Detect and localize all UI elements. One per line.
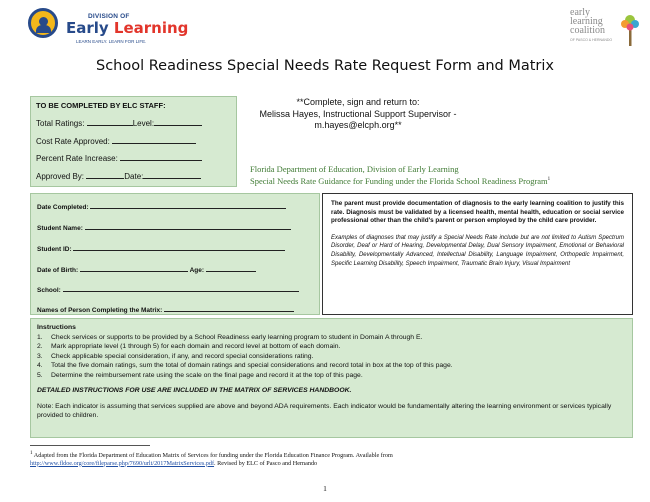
instruction-item: 1. Check services or supports to be provided by a School Readiness early learning program to student in Domain A through E. — [37, 333, 423, 341]
age-field[interactable] — [206, 263, 256, 272]
student-id-label: Student ID: — [37, 246, 72, 253]
diagnosis-examples: Examples of diagnoses that may justify a Special Needs Rate include but are not limited to Autism Spectrum Disorder, Deaf or Hard of Hearing, Developmental Delay, Dual Sensory Impairment, Emotional or Behavioral Disability, Developmentally Advanced, Intellectual Disability, Language Impairment, Orthopedic Impairment, Specific Learning Disability, Speech Impairment, Traumatic Brain Injury, Visual Impairment — [331, 234, 624, 267]
school-field[interactable] — [63, 283, 299, 292]
instruction-item: 3. Check applicable special consideration, if any, and record special considerations rating. — [37, 352, 314, 360]
instructions-list — [37, 333, 626, 381]
percent-rate-label: Percent Rate Increase: — [36, 154, 118, 163]
instructions-box — [30, 318, 633, 438]
student-name-label: Student Name: — [37, 225, 83, 232]
logo-tagline: LEARN EARLY. LEARN FOR LIFE. — [76, 39, 147, 44]
child-emblem-icon — [28, 8, 58, 38]
student-id-field[interactable] — [73, 242, 285, 251]
footnote-divider — [30, 445, 150, 446]
instruction-item: 2. Mark appropriate level (1 through 5) for each domain and record level at bottom of each domain. — [37, 343, 341, 350]
footnote: $^1$ Adapted from the Florida Department of Education Matrix of Services for funding under the Florida Education Finance Program. Available from http://www.fldoe.org/core/fileparse.php/7690/urlt/2017MatrixServices.pdf. Revised by ELC of Pasco and Hernando — [30, 450, 393, 467]
date-completed-label: Date Completed: — [37, 204, 89, 211]
division-early-learning-logo — [28, 6, 189, 48]
matrix-services-link[interactable]: http://www.fldoe.org/core/fileparse.php/7690/urlt/2017MatrixServices.pdf — [30, 459, 215, 467]
elc-logo-sub: OF PASCO & HERNANDO — [570, 38, 613, 42]
total-ratings-field[interactable] — [87, 117, 133, 126]
page-number: 1 — [323, 484, 327, 493]
total-ratings-label: Total Ratings: — [36, 119, 85, 128]
florida-guidance: Florida Department of Education, Division of Early Learning Special Needs Rate Guidance for Funding under the Florida School Readiness Program$^1$ — [250, 164, 551, 186]
ada-note: Note: Each indicator is assuming that services supplied are above and beyond ADA requirements. Each indicator would be fundamentally altering the learning environment or services typically provided to children. — [37, 402, 612, 419]
cost-rate-field[interactable] — [112, 135, 196, 144]
detailed-instructions-note: DETAILED INSTRUCTIONS FOR USE ARE INCLUDED IN THE MATRIX OF SERVICES HANDBOOK. — [37, 387, 352, 394]
logo-division-text: DIVISION OF — [88, 13, 130, 20]
instruction-item: 4. Total the five domain ratings, sum the total of domain ratings and special considerations and record total in box at the top of this page. — [37, 362, 453, 369]
approved-date-field[interactable] — [143, 170, 201, 179]
documentation-requirement: The parent must provide documentation of diagnosis to the early learning coalition to justify this rate. Diagnosis must be validated by a licensed health, mental health, education or social service professional other than the child's parent or person employed by the child care provider. — [331, 200, 624, 225]
page-title: School Readiness Special Needs Rate Request Form and Matrix — [96, 58, 554, 74]
elc-staff-box — [30, 96, 237, 187]
level-label: Level: — [132, 119, 155, 128]
cost-rate-label: Cost Rate Approved: — [36, 136, 110, 146]
tree-icon — [620, 12, 640, 46]
school-label: School: — [37, 287, 61, 294]
date-completed-field[interactable] — [90, 200, 286, 209]
logo-title: Early Learning — [66, 19, 189, 37]
names-completing-field[interactable] — [164, 303, 294, 312]
parent-documentation-box — [322, 193, 633, 315]
elc-logo — [570, 8, 640, 48]
dob-label: Date of Birth: — [37, 267, 79, 274]
approved-by-label: Approved By: — [36, 171, 85, 181]
dob-field[interactable] — [80, 263, 188, 272]
names-completing-label: Names of Person Completing the Matrix: — [37, 307, 163, 314]
instruction-item: 5. Determine the reimbursement rate using the scale on the final page and record it at the top of this page. — [37, 371, 363, 379]
approved-by-field[interactable] — [86, 170, 124, 179]
student-info-box — [30, 193, 320, 315]
elc-logo-text: early learning coalition — [570, 7, 605, 36]
level-field[interactable] — [154, 117, 202, 126]
staff-box-heading: TO BE COMPLETED BY ELC STAFF: — [36, 101, 166, 110]
instructions-heading: Instructions — [37, 324, 76, 331]
student-name-field[interactable] — [85, 221, 291, 230]
return-instructions: **Complete, sign and return to: Melissa Hayes, Instructional Support Supervisor - m.hayes@elcph.org** — [259, 97, 457, 130]
percent-rate-field[interactable] — [120, 152, 202, 161]
age-label: Age: — [189, 267, 205, 274]
date-label: Date: — [124, 171, 144, 181]
